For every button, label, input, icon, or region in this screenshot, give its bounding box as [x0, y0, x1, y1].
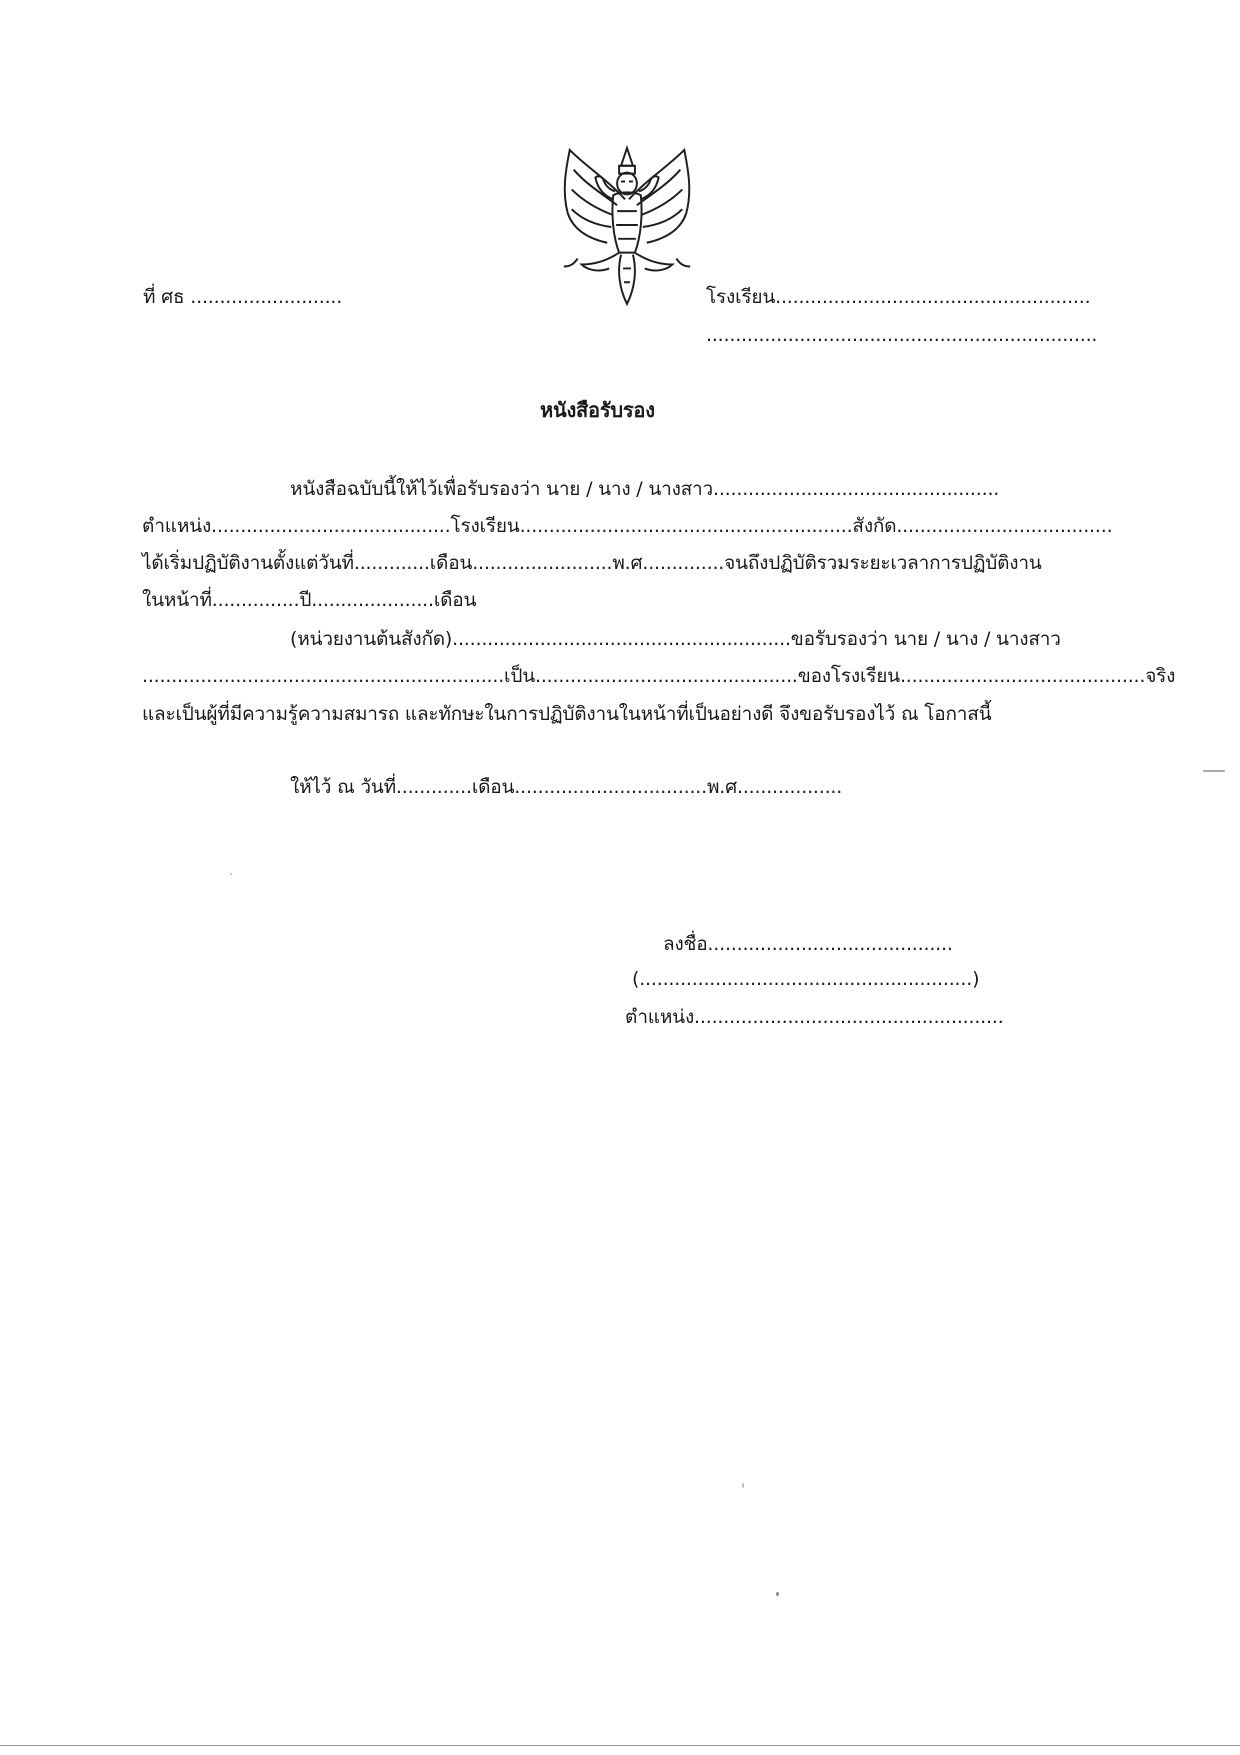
- garuda-emblem-icon: [548, 138, 706, 310]
- body-line-2: ตำแหน่ง.........................................โรงเรียน.........................................................สังกัด.....................................: [142, 515, 1113, 537]
- body-line-3: ได้เริ่มปฏิบัติงานตั้งแต่วันที่.............เดือน........................พ.ศ..............จนถึงปฏิบัติรวมระยะเวลาการปฏิบัติงาน: [142, 552, 1042, 574]
- signatory-name-line: (.........................................................): [632, 968, 980, 990]
- body-line-6: ..............................................................เป็น.............................................ของโรงเรียน..........................................จริง: [142, 665, 1176, 687]
- scan-speck: [742, 1483, 744, 1488]
- scan-speck: [1203, 770, 1225, 772]
- body-line-1: หนังสือฉบับนี้ให้ไว้เพื่อรับรองว่า นาย / นาง / นางสาว.................................................: [290, 478, 1000, 500]
- body-line-7: และเป็นผู้ที่มีความรู้ความสมารถ และทักษะในการปฏิบัติงานในหน้าที่เป็นอย่างดี จึงขอรับรองไว้ ณ โอกาสนี้: [142, 703, 992, 725]
- body-line-4: ในหน้าที่...............ปี.....................เดือน: [142, 589, 477, 611]
- scan-speck: [776, 1592, 779, 1596]
- page-edge-line: [0, 1745, 1240, 1746]
- school-address-line: ...................................................................: [706, 324, 1098, 346]
- school-name-line: โรงเรียน......................................................: [706, 286, 1091, 308]
- signatory-position-line: ตำแหน่ง.....................................................: [625, 1006, 1004, 1028]
- issued-date-line: ให้ไว้ ณ วันที่.............เดือน.................................พ.ศ..................: [290, 776, 843, 798]
- reference-number-line: ที่ ศธ ..........................: [143, 286, 343, 308]
- body-line-5: (หน่วยงานต้นสังกัด)..........................................................ขอรับรองว่า นาย / นาง / นางสาว: [290, 628, 1061, 650]
- document-title: หนังสือรับรอง: [540, 398, 655, 422]
- signature-line: ลงชื่อ..........................................: [663, 933, 953, 955]
- scan-speck: [230, 873, 232, 875]
